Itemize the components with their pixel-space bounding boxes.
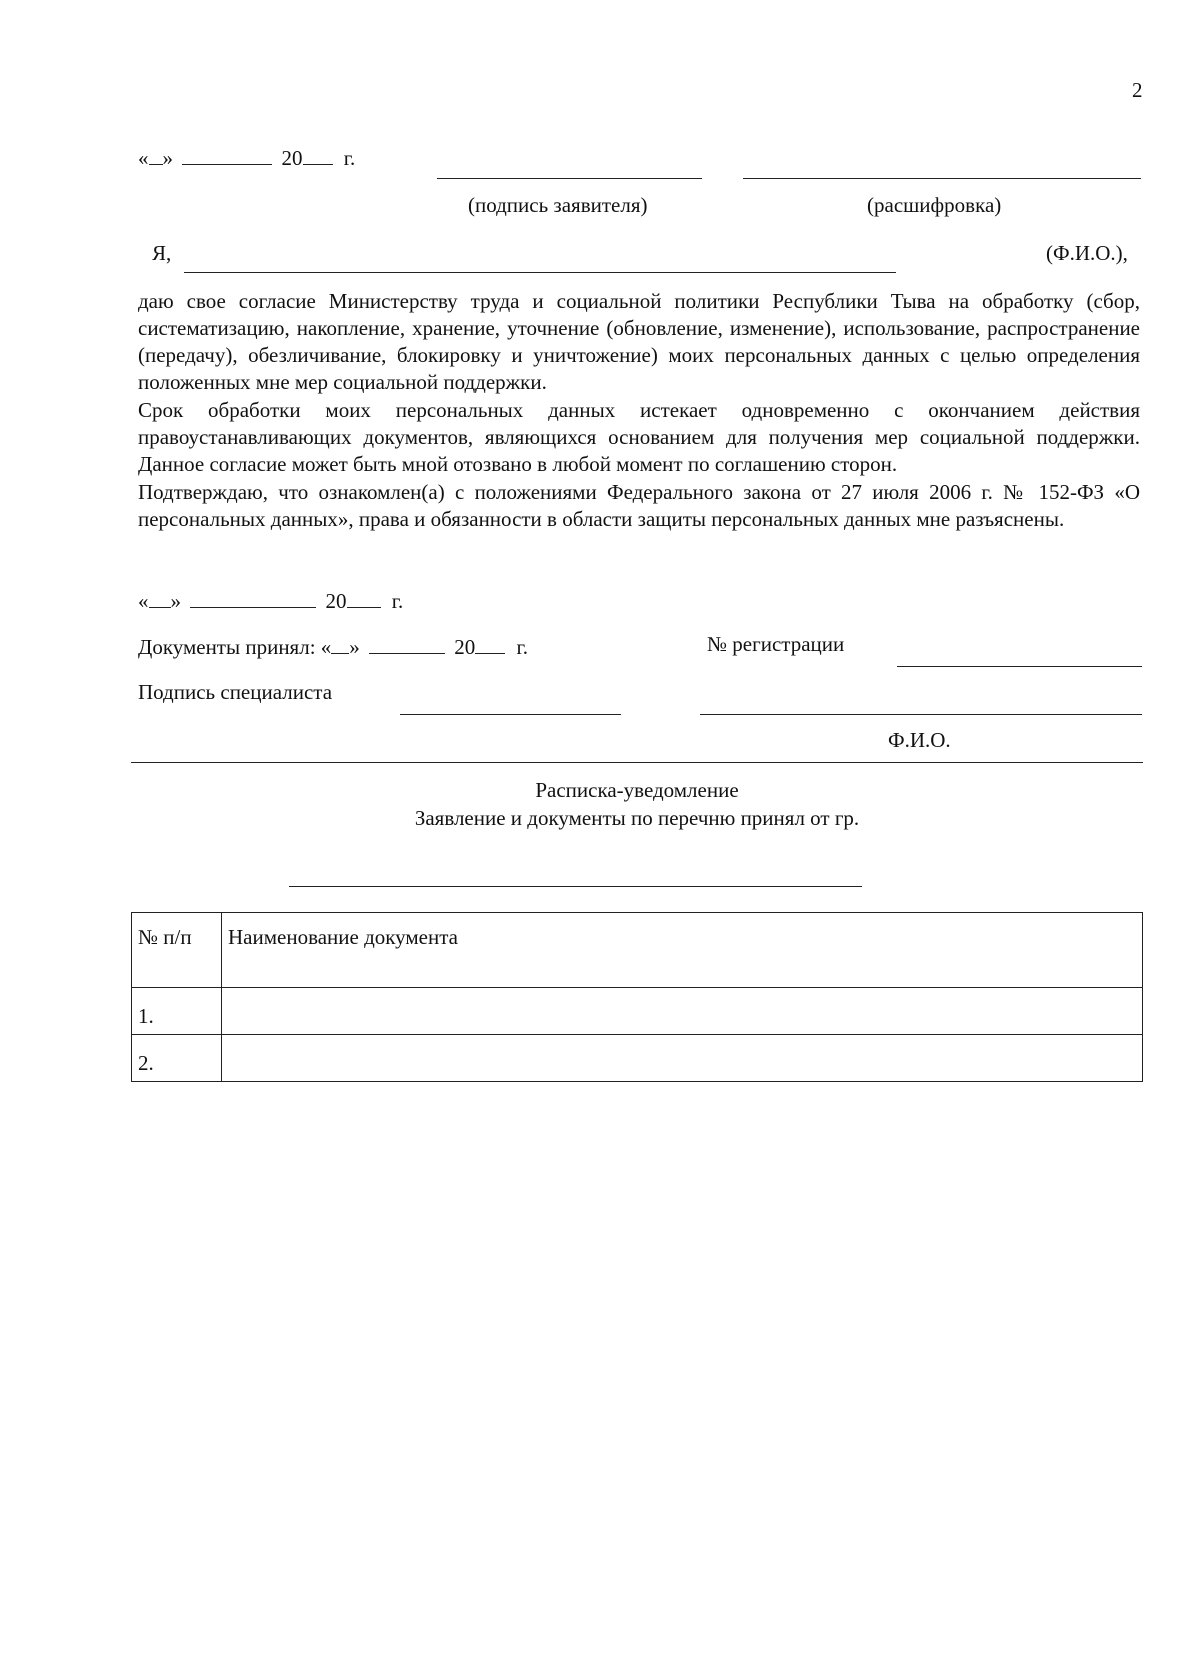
retention-paragraph: Срок обработки моих персональных данных истекает одновременно с окончанием действия правоустанавливающих документов, являющихся основанием для получения мер социальной поддержки. Данное согласие может быть мной отозвано в любой момент по соглашению сторон. [138, 398, 1140, 476]
receipt-name-line [289, 886, 862, 887]
row-document-name[interactable] [222, 1035, 1143, 1082]
page-number: 2 [1132, 78, 1143, 102]
row-number: 1. [132, 988, 222, 1035]
specialist-signature-line [400, 714, 621, 715]
consent-paragraph: даю свое согласие Министерству труда и социальной политики Республики Тыва на обработку (сбор, систематизацию, накопление, хранение, уточнение (обновление, изменение), использование, распространение (передачу), обезличивание, блокировку и уничтожение) моих персональных данных с целью определения положенных мне мер социальной поддержки. [138, 289, 1140, 394]
accepted-line [138, 632, 528, 660]
decoding-caption: (расшифровка) [867, 193, 1002, 217]
receipt-subtitle: Заявление и документы по перечню принял от гр. [414, 806, 860, 830]
row-number: 2. [132, 1035, 222, 1082]
year-suffix: г. [391, 589, 404, 613]
specialist-label: Подпись специалиста [138, 680, 333, 704]
registration-line [897, 666, 1142, 667]
fio-line [184, 272, 896, 273]
table-header-row [132, 913, 1143, 988]
month-blank [182, 143, 272, 165]
fio-caption: (Ф.И.О.), [1046, 241, 1128, 265]
accepted-close-quote: » [349, 635, 360, 659]
date-line-1 [138, 143, 355, 171]
documents-table [131, 912, 1143, 1082]
specialist-fio-caption: Ф.И.О. [888, 728, 951, 752]
year-blank [475, 632, 505, 654]
year-suffix: г. [343, 146, 356, 170]
signature-line [437, 178, 702, 179]
i-prefix: Я, [152, 241, 172, 265]
year-prefix: 20 [281, 146, 303, 170]
year-blank [347, 586, 381, 608]
registration-label: № регистрации [707, 632, 845, 656]
date-open-quote: « [138, 146, 149, 170]
year-prefix: 20 [454, 635, 476, 659]
signature-caption: (подпись заявителя) [468, 193, 648, 217]
specialist-fio-line [700, 714, 1142, 715]
date-close-quote: » [162, 146, 173, 170]
header-number: № п/п [132, 913, 222, 988]
year-suffix: г. [516, 635, 529, 659]
receipt-title: Расписка-уведомление [535, 778, 739, 802]
section-divider [131, 762, 1143, 763]
row-document-name[interactable] [222, 988, 1143, 1035]
header-document-name: Наименование документа [222, 913, 1143, 988]
day-blank [331, 632, 349, 654]
table-row [132, 988, 1143, 1035]
month-blank [190, 586, 316, 608]
accepted-label: Документы принял: « [138, 635, 332, 659]
year-blank [303, 143, 333, 165]
date-close-quote: » [170, 589, 181, 613]
acknowledgement-paragraph: Подтверждаю, что ознакомлен(а) с положениями Федерального закона от 27 июля 2006 г. № 152-ФЗ «О персональных данных», права и обязанности в области защиты персональных данных мне разъяснены. [138, 480, 1140, 531]
day-blank [149, 143, 163, 165]
month-blank [369, 632, 445, 654]
decoding-line [743, 178, 1141, 179]
date-open-quote: « [138, 589, 149, 613]
table-row [132, 1035, 1143, 1082]
day-blank [149, 586, 171, 608]
year-prefix: 20 [325, 589, 347, 613]
date-line-2 [138, 586, 403, 614]
